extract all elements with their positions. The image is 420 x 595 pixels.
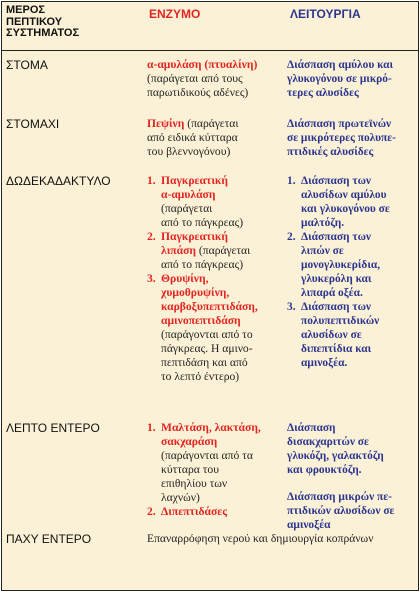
organ-label: ΔΩΔΕΚΑΔΑΚΤΥΛΟ <box>6 174 111 188</box>
enzyme-note: (παράγονται από τα <box>161 449 253 462</box>
function-line: αλυσίδων σε <box>301 329 362 341</box>
function-cell <box>287 421 419 477</box>
table-header <box>2 2 418 51</box>
function-cell <box>287 58 419 100</box>
enzyme-note: πάγκρεας. Η αμινο- <box>161 342 253 355</box>
function-line: τερες αλυσίδες <box>287 87 359 99</box>
function-line: αλυσίδων αμύλου <box>301 189 387 201</box>
function-line: πολυπεπτιδικών <box>301 315 380 327</box>
function-line: αμινοξέα. <box>301 357 348 369</box>
function-line: λιπών σε <box>301 245 344 257</box>
enzyme-name: λιπάση <box>161 244 197 257</box>
function-item-2 <box>287 230 419 300</box>
enzyme-name: αμινοπεπτιδάση <box>161 314 241 327</box>
enzyme-note: επιθηλίου των <box>161 477 228 490</box>
enzyme-cell <box>147 174 287 384</box>
enzyme-note: από το πάγκρεας) <box>161 216 244 229</box>
enzyme-name: Παγκρεατική <box>161 230 228 243</box>
function-line: λιπαρά οξέα. <box>301 287 363 299</box>
enzyme-item-1 <box>147 174 287 230</box>
enzyme-note: (παράγεται <box>184 117 239 130</box>
enzyme-name: καρβοξυπεπτιδάση, <box>161 300 258 313</box>
enzyme-item-1 <box>147 421 287 505</box>
enzyme-note: (παράγονται από το <box>161 328 253 341</box>
item-text <box>161 230 287 272</box>
enzyme-name: Διπεπτιδάσες <box>161 505 228 518</box>
item-number: 3. <box>147 272 156 285</box>
organ-label: ΛΕΠΤΟ ΕΝΤΕΡΟ <box>6 421 100 435</box>
enzyme-name: α-αμυλάση <box>161 188 216 201</box>
enzyme-note: από ειδικά κύτταρα <box>147 131 238 144</box>
function-cell <box>287 117 419 159</box>
function-line: Διάσπαση αμύλου και <box>287 59 393 71</box>
enzyme-name: Μαλτάση, λακτάση, <box>161 421 261 434</box>
enzyme-name-line <box>161 244 287 258</box>
enzyme-name: α-αμυλάση (πτυαλίνη) <box>147 58 258 71</box>
header-line: ΜΕΡΟΣ <box>6 4 45 16</box>
enzyme-name: χυμοθρυψίνη, <box>161 286 230 299</box>
item-number: 2. <box>287 231 296 243</box>
function-line: σε μικρότερες πολυπε- <box>287 132 396 144</box>
enzyme-note: παρωτιδικούς αδένες) <box>147 86 249 99</box>
function-line: αμινοξέα <box>287 519 331 531</box>
item-number: 1. <box>287 175 296 187</box>
enzyme-note: του βλεννογόνου) <box>147 145 231 158</box>
enzyme-first-line <box>147 117 287 131</box>
enzyme-note: (παράγεται <box>161 202 213 215</box>
enzyme-note: πεπτιδάση και από <box>161 356 248 369</box>
item-text <box>301 174 419 230</box>
enzyme-note: (παράγεται <box>196 244 251 257</box>
function-line: Διάσπαση μικρών πε- <box>287 491 392 503</box>
item-text <box>301 300 419 370</box>
function-line: διπεπτίδια και <box>301 343 372 355</box>
enzyme-item-2 <box>147 230 287 272</box>
function-line: και φρουκτόζη. <box>287 464 362 476</box>
enzyme-note: από το πάγκρεας) <box>161 258 244 271</box>
function-item-3 <box>287 300 419 370</box>
enzyme-note: (παράγεται από τους <box>147 72 243 85</box>
header-digestive-part <box>6 5 126 40</box>
item-text <box>161 272 287 384</box>
enzyme-cell <box>147 117 287 159</box>
enzyme-item-2 <box>147 505 287 519</box>
item-text <box>161 421 287 505</box>
enzyme-cell <box>147 58 287 100</box>
enzyme-note: κύτταρα του <box>161 463 219 476</box>
item-number: 2. <box>147 230 156 243</box>
organ-label: ΣΤΟΜΑΧΙ <box>6 117 60 131</box>
enzyme-name: Παγκρεατική <box>161 174 228 187</box>
function-line: γλυκογόνου σε μικρό- <box>287 73 392 85</box>
header-line: ΣΥΣΤΗΜΑΤΟΣ <box>6 27 80 39</box>
item-number: 3. <box>287 301 296 313</box>
item-text <box>161 174 287 230</box>
function-line: γλυκόζη, γαλακτόζη <box>287 450 384 462</box>
function-line: γλυκερόλη και <box>301 273 372 285</box>
organ-label: ΠΑΧΥ ΕΝΤΕΡΟ <box>6 532 92 546</box>
function-line: Διάσπαση των <box>301 301 372 313</box>
function-line: μαλτόζη. <box>301 217 345 229</box>
function-line: Διάσπαση των <box>301 175 372 187</box>
header-enzyme: ΕΝΖΥΜΟ <box>149 7 201 21</box>
header-function: ΛΕΙΤΟΥΡΓΙΑ <box>290 7 361 21</box>
function-item-1 <box>287 174 419 230</box>
function-line: δισακχαριτών σε <box>287 436 369 448</box>
enzyme-note: λαχνών) <box>161 491 200 504</box>
item-number: 1. <box>147 421 156 434</box>
function-line: πτιδικών αλυσίδων σε <box>287 505 395 517</box>
enzyme-cell <box>147 421 287 519</box>
organ-label: ΣΤΟΜΑ <box>6 58 48 72</box>
function-line: Διάσπαση <box>287 422 336 434</box>
function-text: Επαναρρόφηση νερού και δημιουργία κοπράνων <box>147 532 374 545</box>
header-line: ΠΕΠΤΙΚΟΥ <box>6 15 63 28</box>
function-cell <box>287 174 419 370</box>
function-line: και γλυκογόνου σε <box>301 203 390 215</box>
enzyme-name: σακχαράση <box>161 435 218 448</box>
item-text <box>301 230 419 300</box>
function-line: Διάσπαση των <box>301 231 372 243</box>
function-line: πτιδικές αλυσίδες <box>287 146 374 158</box>
item-number: 2. <box>147 505 156 518</box>
function-cell-2 <box>287 490 419 532</box>
enzyme-item-3 <box>147 272 287 384</box>
enzyme-note: το λεπτό έντερο) <box>161 370 240 383</box>
enzyme-name: Πεψίνη <box>147 117 185 130</box>
item-number: 1. <box>147 174 156 187</box>
digestive-enzymes-table <box>1 1 419 591</box>
enzyme-name: Θρυψίνη, <box>161 272 209 285</box>
function-line: μονογλυκερίδια, <box>301 259 381 271</box>
function-line: Διάσπαση πρωτεϊνών <box>287 118 392 130</box>
